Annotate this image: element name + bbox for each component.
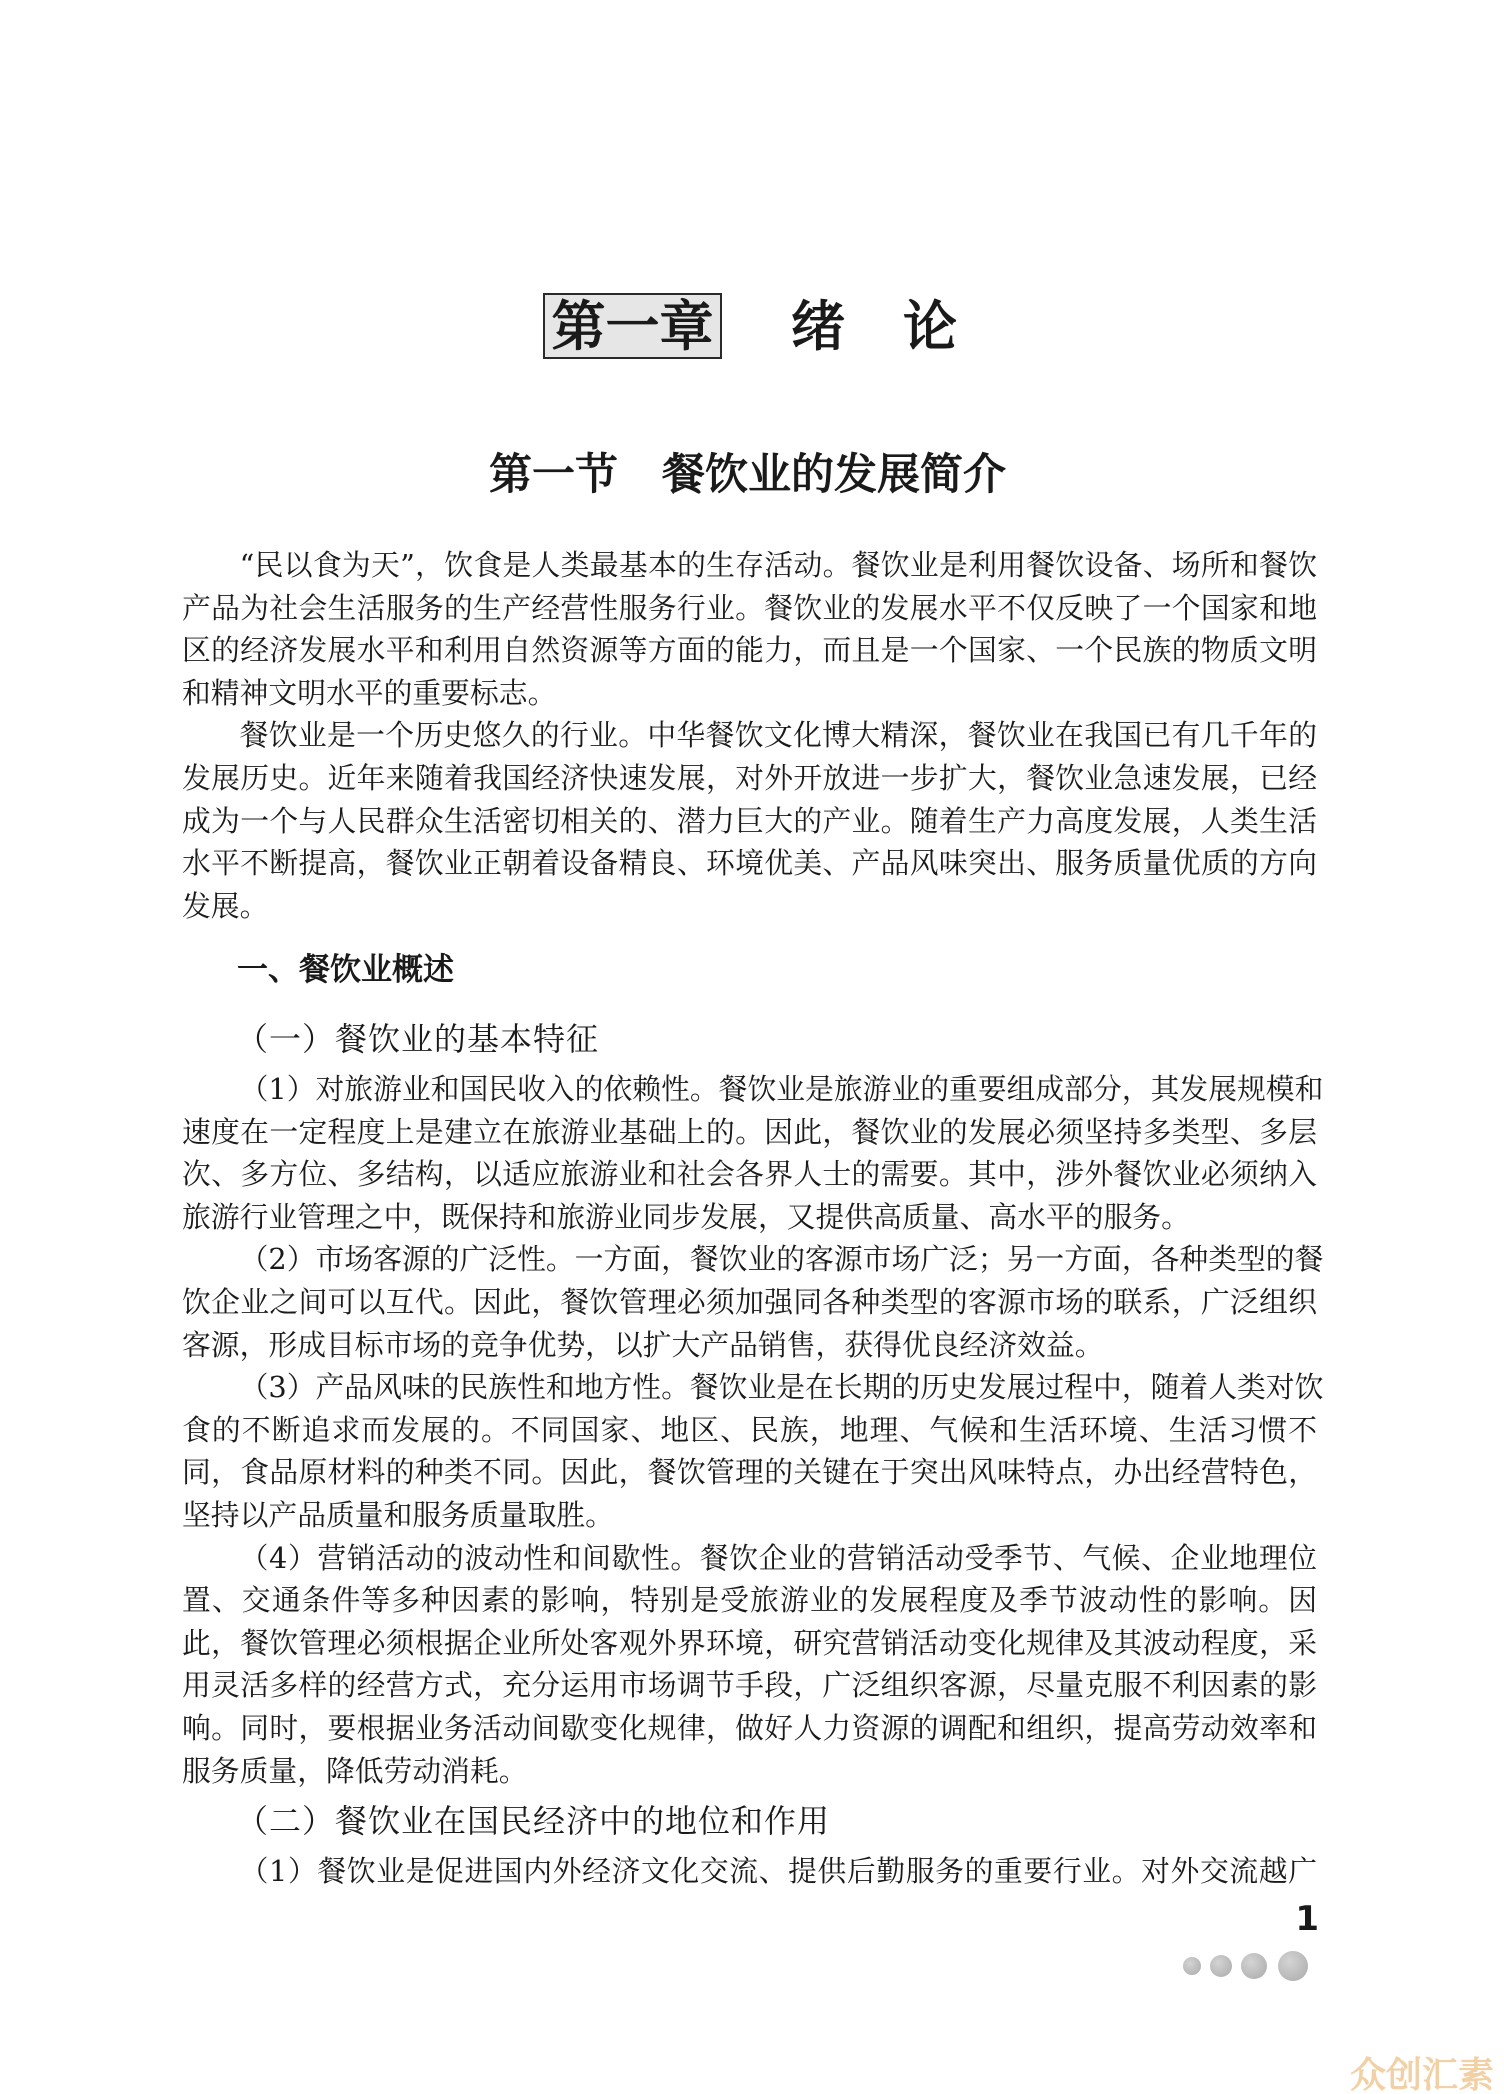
intro-text bbox=[182, 544, 1317, 927]
text-line: 坚持以产品质量和服务质量取胜。 bbox=[182, 1497, 614, 1532]
part-heading: 一、餐饮业概述 bbox=[237, 952, 454, 988]
text-line: 食的不断追求而发展的。不同国家、地区、民族，地理、气候和生活环境、生活习惯不 bbox=[182, 1412, 1317, 1447]
text-line: 区的经济发展水平和利用自然资源等方面的能力，而且是一个国家、一个民族的物质文明 bbox=[182, 633, 1317, 668]
chapter-title: 绪论 bbox=[791, 294, 1015, 358]
text-line: 客源，形成目标市场的竞争优势，以扩大产品销售，获得优良经济效益。 bbox=[182, 1327, 1104, 1362]
text-line: 发展历史。近年来随着我国经济快速发展，对外开放进一步扩大，餐饮业急速发展，已经 bbox=[182, 760, 1317, 795]
paragraph bbox=[182, 544, 1317, 714]
text-line: （1）餐饮业是促进国内外经济文化交流、提供后勤服务的重要行业。对外交流越广 bbox=[239, 1854, 1317, 1888]
chapter-number-box bbox=[543, 293, 722, 359]
text-line: 置、交通条件等多种因素的影响，特别是受旅游业的发展程度及季节波动性的影响。因 bbox=[182, 1583, 1317, 1618]
list-item bbox=[182, 1366, 1324, 1536]
text-line: 水平不断提高，餐饮业正朝着设备精良、环境优美、产品风味突出、服务质量优质的方向 bbox=[182, 846, 1317, 881]
decoration-dot bbox=[1183, 1957, 1201, 1975]
features-text bbox=[182, 1068, 1324, 1792]
list-item bbox=[182, 1537, 1317, 1793]
text-line: 旅游行业管理之中，既保持和旅游业同步发展，又提供高质量、高水平的服务。 bbox=[182, 1199, 1190, 1234]
subheading: （一）餐饮业的基本特征 bbox=[236, 1020, 600, 1058]
chapter-number: 第一章 bbox=[551, 294, 714, 358]
list-item bbox=[182, 1238, 1324, 1366]
text-line: （1）对旅游业和国民收入的依赖性。餐饮业是旅游业的重要组成部分，其发展规模和 bbox=[239, 1072, 1324, 1106]
section-name: 餐饮业的发展简介 bbox=[662, 450, 1006, 500]
text-line: 饮企业之间可以互代。因此，餐饮管理必须加强同各种类型的客源市场的联系，广泛组织 bbox=[182, 1284, 1317, 1319]
text-line: （2）市场客源的广泛性。一方面，餐饮业的客源市场广泛；另一方面，各种类型的餐 bbox=[239, 1242, 1324, 1277]
text-line: 发展。 bbox=[182, 888, 269, 923]
decoration-dot bbox=[1210, 1955, 1232, 1977]
text-line: 同，食品原材料的种类不同。因此，餐饮管理的关键在于突出风味特点，办出经营特色， bbox=[182, 1455, 1317, 1490]
list-item bbox=[182, 1068, 1324, 1238]
text-line: 餐饮业是一个历史悠久的行业。中华餐饮文化博大精深，餐饮业在我国已有几千年的 bbox=[239, 718, 1317, 753]
subheading: （二）餐饮业在国民经济中的地位和作用 bbox=[236, 1802, 831, 1840]
text-line: “民以食为天”，饮食是人类最基本的生存活动。餐饮业是利用餐饮设备、场所和餐饮 bbox=[239, 548, 1317, 582]
section-title bbox=[489, 450, 1006, 500]
decoration-dot bbox=[1278, 1951, 1308, 1981]
paragraph bbox=[182, 714, 1317, 927]
text-line: （4）营销活动的波动性和间歇性。餐饮企业的营销活动受季节、气候、企业地理位 bbox=[239, 1540, 1317, 1575]
text-line: 此，餐饮管理必须根据企业所处客观外界环境，研究营销活动变化规律及其波动程度，采 bbox=[182, 1625, 1317, 1660]
text-line: 用灵活多样的经营方式，充分运用市场调节手段，广泛组织客源，尽量克服不利因素的影 bbox=[182, 1668, 1317, 1703]
text-line: 产品为社会生活服务的生产经营性服务行业。餐饮业的发展水平不仅反映了一个国家和地 bbox=[182, 590, 1317, 625]
text-line: （3）产品风味的民族性和地方性。餐饮业是在长期的历史发展过程中，随着人类对饮 bbox=[239, 1370, 1324, 1405]
role-text bbox=[182, 1850, 1317, 1893]
text-line: 服务质量，降低劳动消耗。 bbox=[182, 1753, 528, 1788]
text-line: 和精神文明水平的重要标志。 bbox=[182, 675, 557, 710]
decoration-dot bbox=[1241, 1953, 1267, 1979]
watermark-text: 众创汇素 bbox=[1350, 2055, 1495, 2094]
text-line: 成为一个与人民群众生活密切相关的、潜力巨大的产业。随着生产力高度发展，人类生活 bbox=[182, 803, 1317, 838]
section-number: 第一节 bbox=[489, 450, 618, 500]
page-number: 1 bbox=[1295, 1899, 1319, 1939]
list-item bbox=[182, 1850, 1317, 1893]
text-line: 次、多方位、多结构，以适应旅游业和社会各界人士的需要。其中，涉外餐饮业必须纳入 bbox=[182, 1157, 1317, 1192]
watermark bbox=[1350, 2052, 1504, 2094]
text-line: 响。同时，要根据业务活动间歇变化规律，做好人力资源的调配和组织，提高劳动效率和 bbox=[182, 1710, 1317, 1745]
text-line: 速度在一定程度上是建立在旅游业基础上的。因此，餐饮业的发展必须坚持多类型、多层 bbox=[182, 1114, 1317, 1149]
